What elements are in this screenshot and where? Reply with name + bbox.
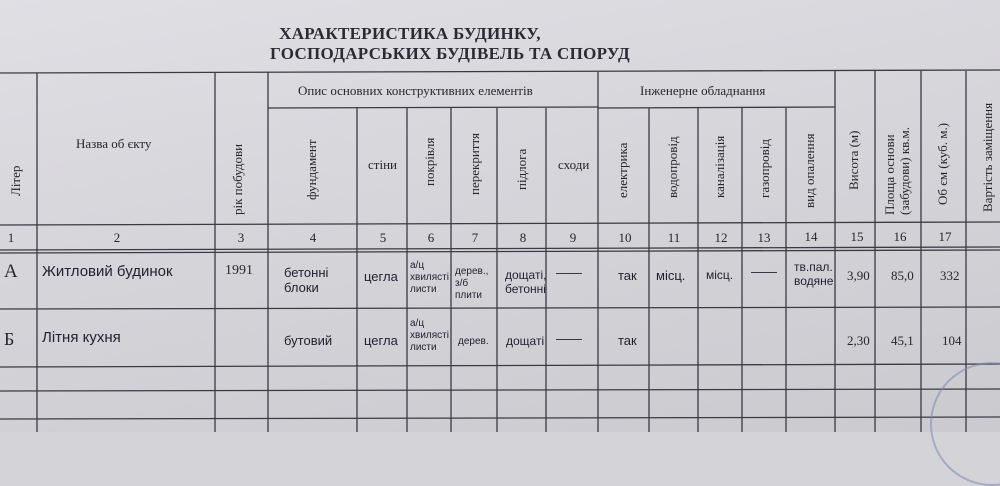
row-a-liter: А <box>4 261 18 282</box>
row-a-volume: 332 <box>940 268 960 283</box>
column-number: 10 <box>618 230 632 245</box>
row-b-roof-3: листи <box>410 342 437 353</box>
header-construction-group: Опис основних конструктивних елементів <box>298 83 533 98</box>
column-number: 11 <box>667 230 681 245</box>
column-number: 6 <box>427 230 435 245</box>
row-b-foundation: бутовий <box>284 333 333 348</box>
row-a-sewer: місц. <box>706 268 734 282</box>
column-number: 8 <box>519 230 527 245</box>
column-number: 9 <box>569 230 577 245</box>
header-engineering-group: Інженерне обладнання <box>640 83 766 98</box>
row-b-walls: цегла <box>364 333 398 348</box>
header-height: Висота (м) <box>846 130 861 190</box>
row-a-area: 85,0 <box>891 268 914 283</box>
column-number: 4 <box>309 230 317 245</box>
row-b-stairs: —— <box>556 331 582 346</box>
column-number: 13 <box>757 230 771 245</box>
header-walls: стіни <box>368 157 397 172</box>
column-number: 14 <box>804 229 818 244</box>
header-overlap: перекриття <box>467 133 482 195</box>
column-number: 15 <box>850 229 864 244</box>
header-foundation: фундамент <box>304 139 319 200</box>
header-year: рік побудови <box>230 143 245 215</box>
row-b-height: 2,30 <box>847 333 870 348</box>
header-area: Площа основи (забудови) кв.м. <box>882 126 912 215</box>
row-b-overlap: дерев. <box>458 336 489 347</box>
header-water: водопровід <box>665 136 680 198</box>
row-a-heating-1: тв.пал. <box>794 260 833 274</box>
row-b-floor: дощаті <box>506 334 545 348</box>
header-volume: Об єм (куб. м.) <box>935 122 950 205</box>
column-number: 3 <box>237 230 245 245</box>
row-a-roof-2: хвилясті <box>410 272 449 283</box>
row-a-roof-1: а/ц <box>410 260 425 271</box>
header-gas: газопровід <box>757 139 772 198</box>
header-electric: електрика <box>615 142 630 198</box>
header-liter: Літер <box>8 165 23 196</box>
row-a-stairs: —— <box>556 265 582 280</box>
header-floor: підлога <box>514 148 529 190</box>
column-number: 16 <box>893 229 907 244</box>
header-sewer: каналізація <box>712 135 727 198</box>
row-a-foundation-1: бетонні <box>284 265 329 280</box>
row-b-roof-1: а/ц <box>410 318 425 329</box>
column-number: 5 <box>379 230 387 245</box>
row-a-heating-2: водяне <box>794 274 834 288</box>
row-b-roof-2: хвилясті <box>410 330 449 341</box>
page-title-line-1: ХАРАКТЕРИСТИКА БУДИНКУ, <box>279 24 541 43</box>
row-a-floor-1: дощаті, <box>505 268 547 282</box>
row-a-overlap-1: дерев., <box>455 266 489 277</box>
row-b-name: Літня кухня <box>42 329 121 346</box>
header-stairs: сходи <box>558 157 590 172</box>
page-title-line-2: ГОСПОДАРСЬКИХ БУДІВЕЛЬ ТА СПОРУД <box>270 44 630 63</box>
column-number: 2 <box>113 230 121 245</box>
row-a-roof-3: листи <box>410 284 437 295</box>
column-number: 12 <box>714 230 728 245</box>
column-number: 1 <box>7 230 15 245</box>
row-b-volume: 104 <box>942 333 962 348</box>
row-a-name: Житловий будинок <box>42 263 173 280</box>
header-roof: покрівля <box>422 137 437 186</box>
row-a-overlap-3: плити <box>455 290 483 301</box>
row-a-height: 3,90 <box>847 268 870 283</box>
row-a-gas: —— <box>751 264 777 279</box>
row-b-liter: Б <box>4 329 15 349</box>
row-a-year: 1991 <box>225 263 253 278</box>
row-a-overlap-2: з/б <box>455 278 469 289</box>
row-b-area: 45,1 <box>891 333 914 348</box>
column-number: 7 <box>471 230 479 245</box>
column-number: 17 <box>938 229 952 244</box>
row-a-electric: так <box>618 268 637 283</box>
header-cost: Вартість заміщення <box>980 102 995 212</box>
row-a-walls: цегла <box>364 269 398 284</box>
header-name: Назва об єкту <box>76 136 152 151</box>
row-a-foundation-2: блоки <box>284 280 319 295</box>
header-heating: вид опалення <box>802 133 817 208</box>
row-a-floor-2: бетонні <box>505 282 546 296</box>
row-a-water: місц. <box>656 268 686 283</box>
row-b-electric: так <box>618 333 637 348</box>
